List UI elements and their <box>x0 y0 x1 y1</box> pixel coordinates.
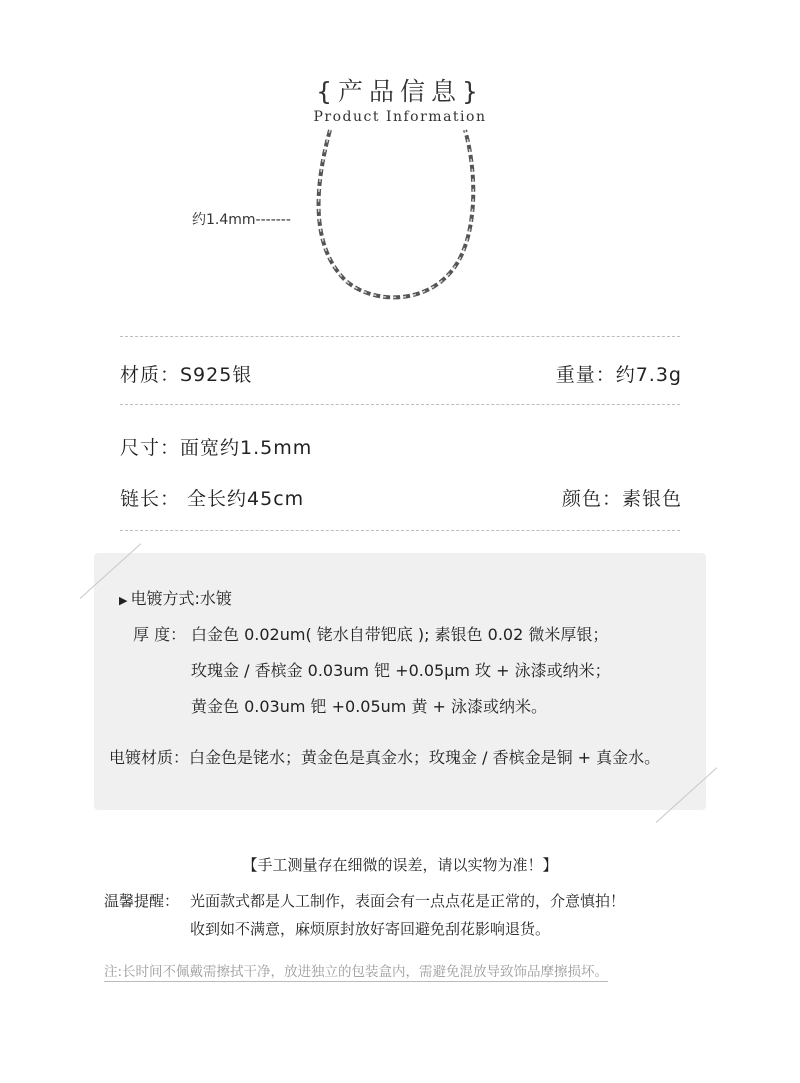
material-spec: 材质：S925银 <box>120 364 253 386</box>
thickness-line-2: 玫瑰金 / 香槟金 0.03um 钯 +0.05μm 玫 + 泳漆或纳米； <box>191 661 611 680</box>
tip-label: 温馨提醒： <box>104 892 180 910</box>
divider <box>120 530 680 531</box>
weight-spec: 重量：约7.3g <box>555 364 682 386</box>
color-spec: 颜色：素银色 <box>561 488 682 510</box>
divider <box>120 336 680 337</box>
thickness-label: 厚 度： <box>133 625 187 644</box>
length-spec: 链长： 全长约45cm <box>120 488 305 510</box>
thickness-line-1: 白金色 0.02um( 铑水自带钯底 ); 素银色 0.02 微米厚银； <box>191 625 609 644</box>
tip-line-2: 收到如不满意，麻烦原封放好寄回避免刮花影响退货。 <box>190 920 551 938</box>
tip-line-1: 光面款式都是人工制作，表面会有一点点花是正常的，介意慎拍！ <box>190 892 626 910</box>
dimension-label: 约1.4mm------- <box>192 212 291 228</box>
size-spec: 尺寸：面宽约1.5mm <box>120 437 313 459</box>
page-subtitle: Product Information <box>313 109 487 125</box>
plating-method <box>119 586 232 609</box>
measurement-note: 【手工测量存在细微的误差，请以实物为准！】 <box>242 856 558 874</box>
thickness-line-3: 黄金色 0.03um 钯 +0.05um 黄 + 泳漆或纳米。 <box>191 697 548 716</box>
triangle-bullet-icon: ▶ <box>119 594 128 607</box>
plating-material: 电镀材质：白金色是铑水；黄金色是真金水；玫瑰金 / 香槟金是铜 + 真金水。 <box>109 748 661 767</box>
chain-illustration <box>300 125 500 310</box>
page-title: {产品信息} <box>316 77 484 106</box>
divider <box>120 404 680 405</box>
care-note: 注:长时间不佩戴需擦拭干净，放进独立的包装盒内，需避免混放导致饰品摩擦损坏。 <box>104 960 608 982</box>
plating-method-text: 电镀方式:水镀 <box>130 589 232 608</box>
